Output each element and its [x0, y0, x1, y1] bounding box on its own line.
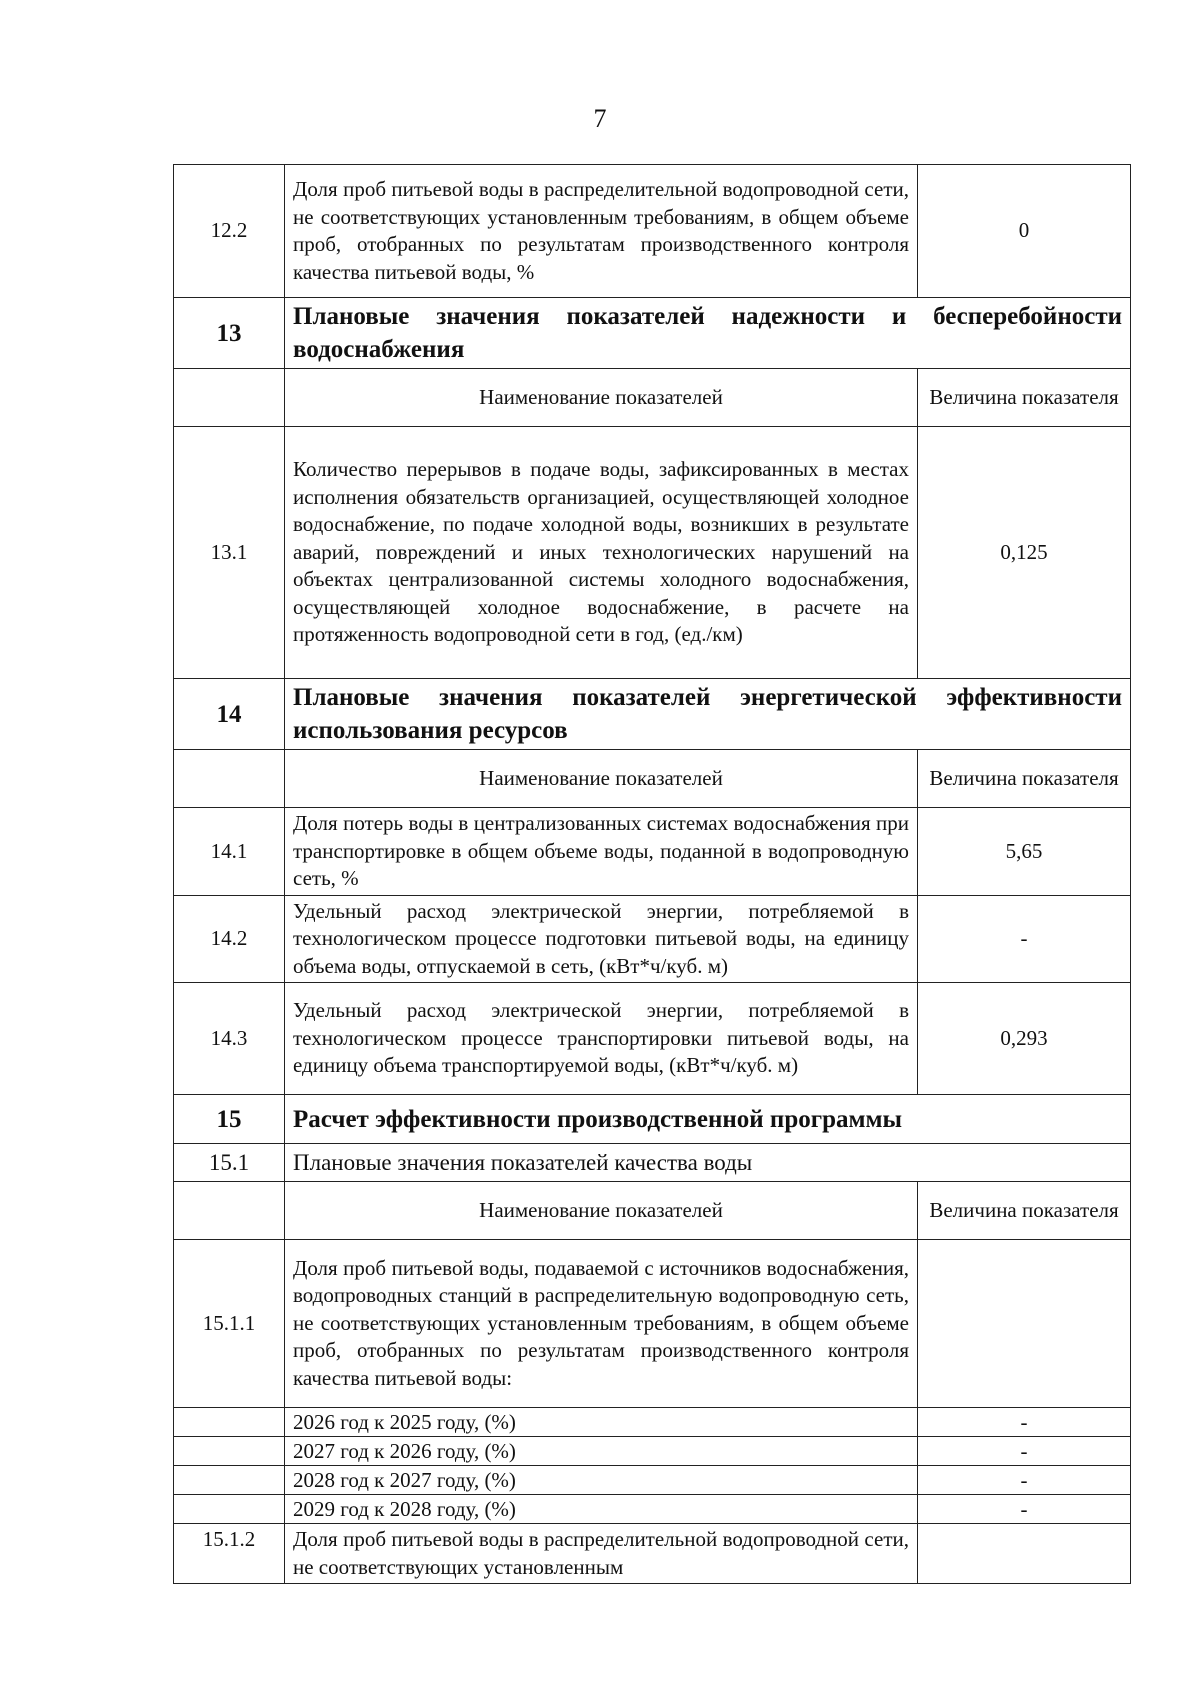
year-row: [174, 1466, 1131, 1495]
row-number: 14.1: [174, 808, 285, 896]
table-row-14-3: [174, 983, 1131, 1095]
year-label: 2029 год к 2028 году, (%): [285, 1495, 918, 1524]
row-number: 14.3: [174, 983, 285, 1095]
row-number: 13.1: [174, 427, 285, 679]
subsection-title: Плановые значения показателей качества воды: [285, 1144, 1131, 1182]
empty-cell: [174, 1437, 285, 1466]
section-row-15: [174, 1095, 1131, 1144]
indicator-value: -: [918, 895, 1131, 983]
year-label: 2027 год к 2026 году, (%): [285, 1437, 918, 1466]
header-value: Величина показателя: [918, 750, 1131, 808]
empty-cell: [174, 1408, 285, 1437]
empty-cell: [174, 1495, 285, 1524]
table-row-15-1-2: [174, 1524, 1131, 1584]
header-value: Величина показателя: [918, 369, 1131, 427]
table-row-12-2: [174, 165, 1131, 298]
section-row-14: [174, 679, 1131, 750]
indicators-table: [173, 164, 1131, 1584]
subsection-number: 15.1: [174, 1144, 285, 1182]
section-title: Расчет эффективности производственной программы: [285, 1095, 1131, 1144]
empty-cell: [174, 369, 285, 427]
header-row: [174, 750, 1131, 808]
indicator-name: Удельный расход электрической энергии, потребляемой в технологическом процессе подготовки питьевой воды, на единицу объема воды, отпускаемой в сеть, (кВт*ч/куб. м): [285, 895, 918, 983]
indicator-name: Доля проб питьевой воды, подаваемой с источников водоснабжения, водопроводных станций в распределительную водопроводную сеть, не соответствующих установленным требованиям, в общем объеме проб, отобранных по результатам производственного контроля качества питьевой воды:: [285, 1240, 918, 1408]
header-row: [174, 369, 1131, 427]
header-value: Величина показателя: [918, 1182, 1131, 1240]
indicator-name: Удельный расход электрической энергии, потребляемой в технологическом процессе транспортировки питьевой воды, на единицу объема транспортируемой воды, (кВт*ч/куб. м): [285, 983, 918, 1095]
table-row-14-1: [174, 808, 1131, 896]
year-label: 2028 год к 2027 году, (%): [285, 1466, 918, 1495]
header-name: Наименование показателей: [285, 1182, 918, 1240]
year-row: [174, 1437, 1131, 1466]
section-number: 15: [174, 1095, 285, 1144]
indicator-value: [918, 1524, 1131, 1584]
section-number: 14: [174, 679, 285, 750]
indicator-value: 0,125: [918, 427, 1131, 679]
table-row-15-1-1: [174, 1240, 1131, 1408]
indicator-name: Доля проб питьевой воды в распределительной водопроводной сети, не соответствующих установленным: [285, 1524, 918, 1584]
page-number: 7: [593, 104, 607, 133]
section-number: 13: [174, 298, 285, 369]
indicator-value: [918, 1240, 1131, 1408]
empty-cell: [174, 1466, 285, 1495]
indicator-name: Доля проб питьевой воды в распределительной водопроводной сети, не соответствующих установленным требованиям, в общем объеме проб, отобранных по результатам производственного контроля качества питьевой воды, %: [285, 165, 918, 298]
header-name: Наименование показателей: [285, 750, 918, 808]
empty-cell: [174, 1182, 285, 1240]
indicator-name: Количество перерывов в подаче воды, зафиксированных в местах исполнения обязательств организацией, осуществляющей холодное водоснабжение, по подаче холодной воды, возникших в результате аварий, повреждений и иных технологических нарушений на объектах централизованной системы холодного водоснабжения, осуществляющей холодное водоснабжение, в расчете на протяженность водопроводной сети в год, (ед./км): [285, 427, 918, 679]
row-number: 15.1.1: [174, 1240, 285, 1408]
table-row-14-2: [174, 895, 1131, 983]
year-row: [174, 1495, 1131, 1524]
table-row-13-1: [174, 427, 1131, 679]
header-name: Наименование показателей: [285, 369, 918, 427]
year-value: -: [918, 1437, 1131, 1466]
year-row: [174, 1408, 1131, 1437]
year-value: -: [918, 1408, 1131, 1437]
row-number: 15.1.2: [174, 1524, 285, 1584]
indicator-value: 5,65: [918, 808, 1131, 896]
year-label: 2026 год к 2025 году, (%): [285, 1408, 918, 1437]
row-number: 14.2: [174, 895, 285, 983]
indicator-value: 0,293: [918, 983, 1131, 1095]
row-number: 12.2: [174, 165, 285, 298]
section-title: Плановые значения показателей надежности и бесперебойности водоснабжения: [285, 298, 1131, 369]
year-value: -: [918, 1466, 1131, 1495]
indicator-name: Доля потерь воды в централизованных системах водоснабжения при транспортировке в общем объеме воды, поданной в водопроводную сеть, %: [285, 808, 918, 896]
header-row: [174, 1182, 1131, 1240]
section-title: Плановые значения показателей энергетической эффективности использования ресурсов: [285, 679, 1131, 750]
year-value: -: [918, 1495, 1131, 1524]
indicator-value: 0: [918, 165, 1131, 298]
section-row-13: [174, 298, 1131, 369]
empty-cell: [174, 750, 285, 808]
subsection-row-15-1: [174, 1144, 1131, 1182]
